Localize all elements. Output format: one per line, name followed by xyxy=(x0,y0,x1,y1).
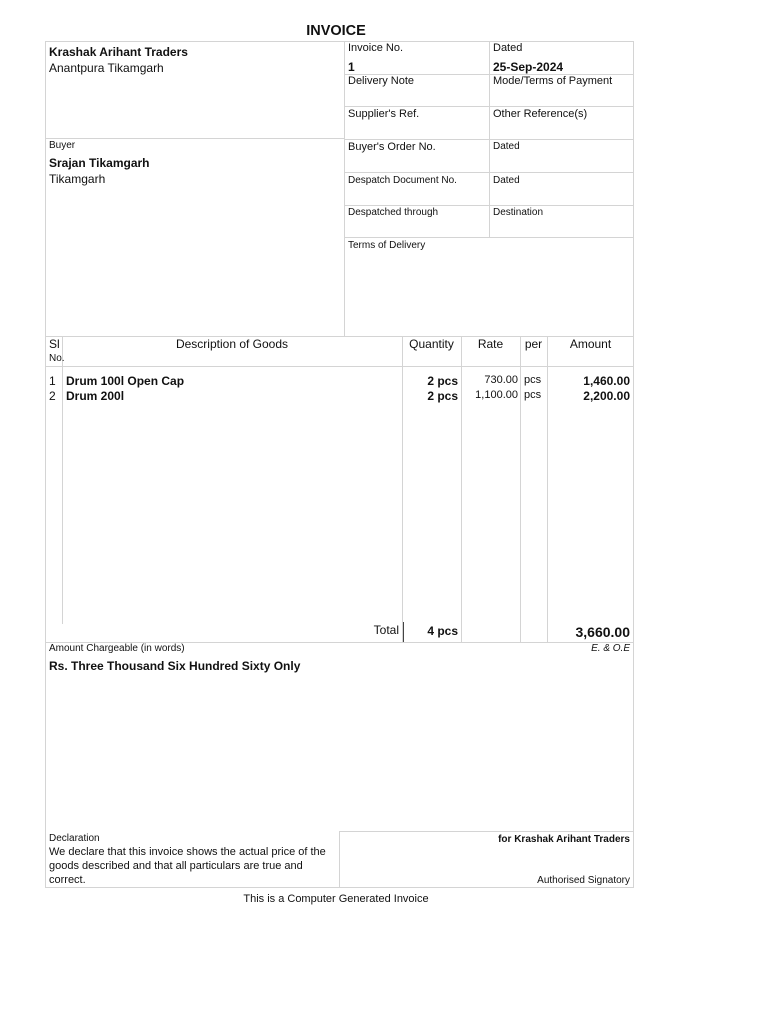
row-2-sl: 2 xyxy=(49,389,56,403)
authorised-signatory: Authorised Signatory xyxy=(537,875,630,886)
declaration-text: We declare that this invoice shows the actual price of the goods described and that all particulars are true and correct. xyxy=(49,846,326,886)
buyers-order-label: Buyer's Order No. xyxy=(348,141,436,153)
terms-delivery-label: Terms of Delivery xyxy=(348,240,426,251)
row-1-sl: 1 xyxy=(49,374,56,388)
row-2-rate: 1,100.00 xyxy=(475,389,518,401)
row-1-rate: 730.00 xyxy=(484,374,518,386)
rate-header: Rate xyxy=(477,337,504,351)
invoice-title: INVOICE xyxy=(306,23,366,39)
row-1-amount: 1,460.00 xyxy=(583,374,630,388)
eoe-text: E. & O.E xyxy=(591,643,630,654)
row-2-per: pcs xyxy=(524,389,542,401)
despatch-doc-label: Despatch Document No. xyxy=(348,175,457,186)
no-header: No. xyxy=(49,353,65,364)
buyer-label: Buyer xyxy=(49,140,76,151)
seller-name: Krashak Arihant Traders xyxy=(49,45,188,59)
description-header: Description of Goods xyxy=(175,337,289,351)
buyers-order-dated-label: Dated xyxy=(493,141,520,152)
row-1-per: pcs xyxy=(524,374,542,386)
invoice-no-value: 1 xyxy=(348,60,355,74)
other-refs-label: Other Reference(s) xyxy=(493,108,588,120)
destination-label: Destination xyxy=(493,207,544,218)
row-1-quantity: 2 pcs xyxy=(427,374,458,388)
amount-words-label: Amount Chargeable (in words) xyxy=(49,643,185,654)
despatched-through-label: Despatched through xyxy=(348,207,439,218)
row-1-description: Drum 100l Open Cap xyxy=(66,374,185,388)
delivery-note-label: Delivery Note xyxy=(348,75,415,87)
quantity-header: Quantity xyxy=(409,337,454,351)
buyer-address: Tikamgarh xyxy=(49,172,106,186)
dated-label: Dated xyxy=(493,42,523,54)
per-header: per xyxy=(524,337,543,351)
row-2-quantity: 2 pcs xyxy=(427,389,458,403)
amount-header: Amount xyxy=(569,337,612,351)
row-2-amount: 2,200.00 xyxy=(583,389,630,403)
signatory-for: for Krashak Arihant Traders xyxy=(498,834,630,845)
declaration-label: Declaration xyxy=(49,833,100,844)
seller-address: Anantpura Tikamgarh xyxy=(49,61,164,75)
suppliers-ref-label: Supplier's Ref. xyxy=(348,108,420,120)
footer-note: This is a Computer Generated Invoice xyxy=(243,893,429,905)
row-2-description: Drum 200l xyxy=(66,389,125,403)
total-amount: 3,660.00 xyxy=(575,624,630,640)
dated-value: 25-Sep-2024 xyxy=(493,60,564,74)
total-label: Total xyxy=(373,623,399,637)
invoice-no-label: Invoice No. xyxy=(348,42,404,54)
total-quantity: 4 pcs xyxy=(427,624,458,638)
amount-words: Rs. Three Thousand Six Hundred Sixty Only xyxy=(49,659,301,673)
despatch-doc-dated-label: Dated xyxy=(493,175,520,186)
mode-terms-label: Mode/Terms of Payment xyxy=(493,75,613,87)
sl-header: Sl xyxy=(49,337,60,351)
buyer-name: Srajan Tikamgarh xyxy=(49,156,150,170)
